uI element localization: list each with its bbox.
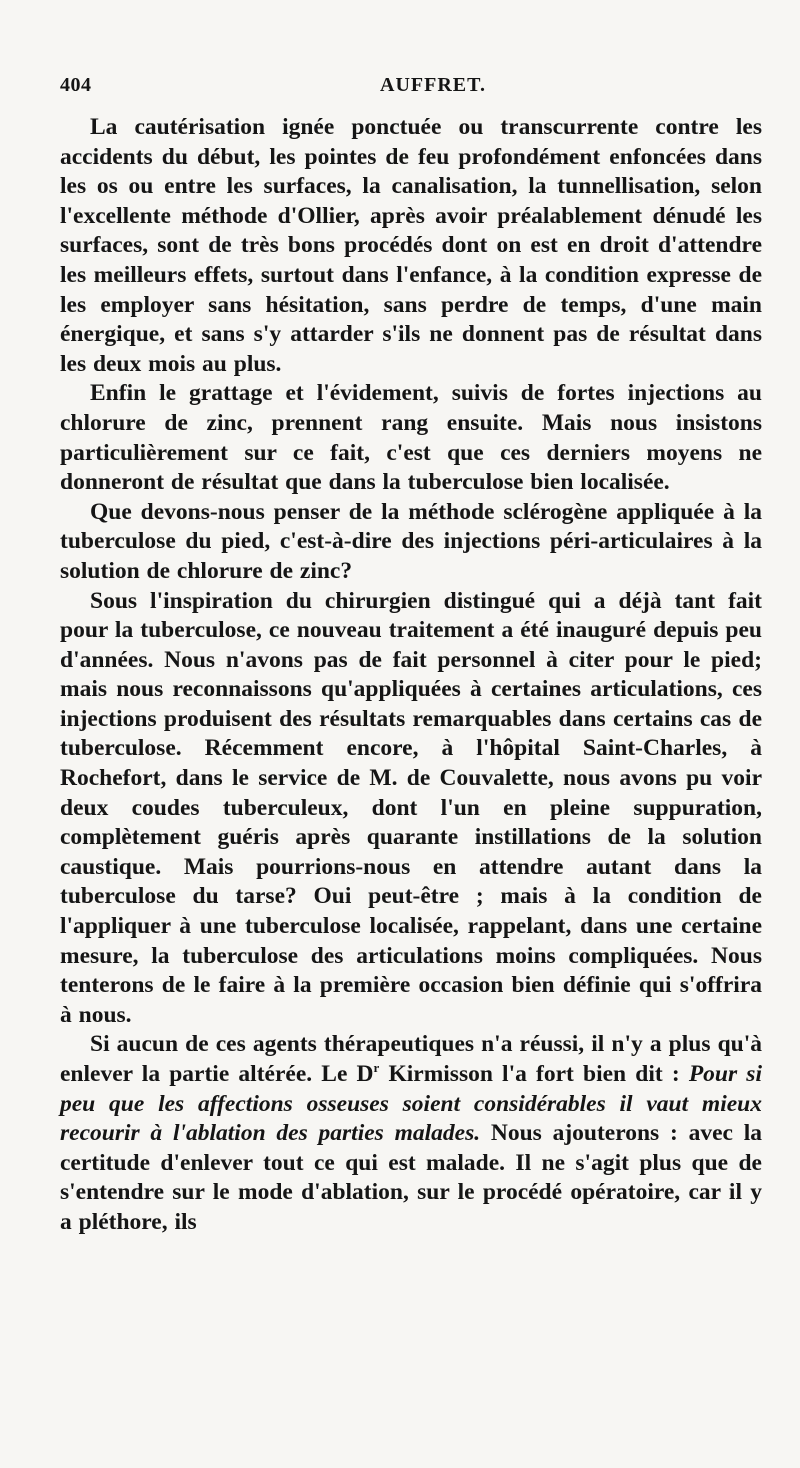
body-text [60,113,762,1238]
ablation-text-mid: Kirmisson l'a fort bien dit : [379,1061,689,1087]
ablation-text-end: Nous ajouterons : avec la certitude d'enlever tout ce qui est malade. Il ne s'agit plus que de s'entendre sur le mode d'ablation, sur le procédé opératoire, car il y a pléthore, ils [60,1120,762,1235]
paragraph-inspiration: Sous l'inspiration du chirurgien distingué qui a déjà tant fait pour la tuberculose, ce nouveau traitement a été inauguré depuis peu d'années. Nous n'avons pas de fait personnel à citer pour le pied; mais nous reconnaissons qu'appliquées à certaines articulations, ces injections produisent des résultats remarquables dans certains cas de tuberculose. Récemment encore, à l'hôpital Saint-Charles, à Rochefort, dans le service de M. de Couvalette, nous avons pu voir deux coudes tuberculeux, dont l'un en pleine suppuration, complètement guéris après quarante instillations de la solution caustique. Mais pourrions-nous en attendre autant dans la tuberculose du tarse? Oui peut-être ; mais à la condition de l'appliquer à une tuberculose localisée, rappelant, dans une certaine mesure, la tuberculose des articulations moins compliquées. Nous tenterons de le faire à la première occasion bien définie qui s'offrira à nous. [60,587,762,1028]
paragraph-methode-sclerogene: Que devons-nous penser de la méthode sclérogène appliquée à la tuberculose du pied, c'est-à-dire des injections péri-articulaires à la solution de chlorure de zinc? [60,498,762,584]
doctor-abbrev-sup: r [373,1060,380,1076]
kirmisson-quote: Pour si peu que les affections osseuses soient considérables il vaut mieux recourir à l'ablation des parties malades. [60,1061,762,1147]
page-header [60,74,760,104]
page-number: 404 [60,74,92,96]
ablation-text-start: Si aucun de ces agents thérapeutiques n'a réussi, il n'y a plus qu'à enlever la partie altérée. Le D [60,1031,762,1087]
paragraph-ablation [60,1030,762,1237]
running-head: AUFFRET. [380,74,486,96]
paragraph-cauterisation: La cautérisation ignée ponctuée ou transcurrente contre les accidents du début, les pointes de feu profondément enfoncées dans les os ou entre les surfaces, la canalisation, la tunnellisation, selon l'excellente méthode d'Ollier, après avoir préalablement dénudé les surfaces, sont de très bons procédés dont on est en droit d'attendre les meilleurs effets, surtout dans l'enfance, à la condition expresse de les employer sans hésitation, sans perdre de temps, d'une main énergique, et sans s'y attarder s'ils ne donnent pas de résultat dans les deux mois au plus. [60,114,762,377]
paragraph-grattage: Enfin le grattage et l'évidement, suivis de fortes injections au chlorure de zinc, prennent rang ensuite. Mais nous insistons particulièrement sur ce fait, c'est que ces derniers moyens ne donneront de résultat que dans la tuberculose bien localisée. [60,380,762,496]
